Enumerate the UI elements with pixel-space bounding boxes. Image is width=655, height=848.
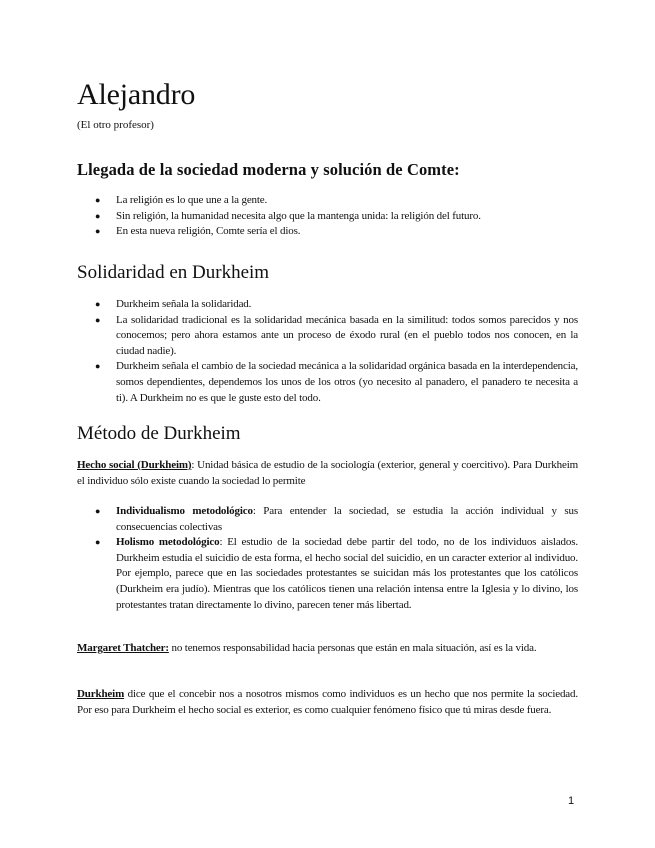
hecho-social-paragraph <box>77 458 578 489</box>
durkheim-term: Durkheim <box>77 688 125 700</box>
section-heading-metodo: Método de Durkheim <box>77 423 241 444</box>
bullet-list-llegada <box>95 193 578 240</box>
list-item <box>95 313 578 360</box>
list-item <box>95 193 578 209</box>
list-item-term: Individualismo metodológico <box>116 505 253 517</box>
section-heading-solidaridad: Solidaridad en Durkheim <box>77 262 270 283</box>
bullet-icon: ● <box>95 195 101 205</box>
list-item-text: En esta nueva religión, Comte sería el dios. <box>116 225 301 238</box>
list-item <box>95 297 578 313</box>
bullet-icon: ● <box>95 537 101 548</box>
list-item-text: Sin religión, la humanidad necesita algo que la mantenga unida: la religión del futuro. <box>116 209 481 222</box>
list-item-text: La solidaridad tradicional es la solidaridad mecánica basada en la similitud: todos somos parecidos y nos conocemos; pero ahora estamos ante un proceso de éxodo rural (en el pueblo todos nos conocen, en la ciudad nadie). <box>116 313 578 357</box>
list-item-text: La religión es lo que une a la gente. <box>116 194 268 206</box>
list-item <box>95 535 578 613</box>
bullet-icon: ● <box>95 226 101 237</box>
list-item-text: : El estudio de la sociedad debe partir del todo, no de los individuos aislados. Durkheim estudia el suicidio de esta forma, el hecho social del suicidio, en un caracter exterior al individuo. Por ejemplo, parece que en las sociedades protestantes se suicidan más los protestantes que los católicos (Durkheim era judío). Mientras que los católicos tienen una relación intensa entre la Iglesia y lo divino, los protestantes tratan directamente lo divino, parecen tener más libertad. <box>116 536 578 611</box>
list-item <box>95 359 578 406</box>
list-item-term: Holismo metodológico <box>116 536 220 549</box>
bullet-icon: ● <box>95 361 101 372</box>
durkheim-text: dice que el concebir nos a nosotros mismos como individuos es un hecho que nos permite la sociedad. Por eso para Durkheim el hecho social es exterior, es como cualquier fenómeno físico que tú miras desde fuera. <box>77 688 578 716</box>
list-item <box>95 209 578 225</box>
page-number: 1 <box>568 795 575 807</box>
list-item <box>95 224 578 240</box>
list-item-text: Durkheim señala la solidaridad. <box>116 298 252 310</box>
list-item-text: Durkheim señala el cambio de la sociedad mecánica a la solidaridad orgánica basada en la interdependencia, somos dependientes, dependemos los unos de los otros (yo necesito al panadero, el panadero te necesita a ti). A Durkheim no es que le guste esto del todo. <box>116 360 578 404</box>
bullet-icon: ● <box>95 314 101 325</box>
section-heading-llegada: Llegada de la sociedad moderna y solución de Comte: <box>77 160 460 179</box>
thatcher-text: no tenemos responsabilidad hacia personas que están en mala situación, así es la vida. <box>168 642 537 654</box>
document-title: Alejandro <box>77 78 196 111</box>
document-subtitle: (El otro profesor) <box>77 119 154 131</box>
bullet-icon: ● <box>95 299 101 309</box>
hecho-social-term: Hecho social (Durkheim) <box>77 459 192 471</box>
list-item-text: : Para entender la sociedad, se estudia la acción individual y sus consecuencias colectivas <box>116 505 578 533</box>
bullet-icon: ● <box>95 506 101 516</box>
thatcher-term: Margaret Thatcher: <box>77 642 169 654</box>
hecho-social-text: : Unidad básica de estudio de la sociología (exterior, general y coercitivo). Para Durkheim el individuo sólo existe cuando la sociedad lo permite <box>77 459 579 487</box>
bullet-list-solidaridad <box>95 297 578 406</box>
thatcher-paragraph <box>77 641 578 657</box>
bullet-list-metodo <box>95 504 578 613</box>
bullet-icon: ● <box>95 210 101 221</box>
list-item <box>95 504 578 535</box>
durkheim-paragraph <box>77 687 578 718</box>
